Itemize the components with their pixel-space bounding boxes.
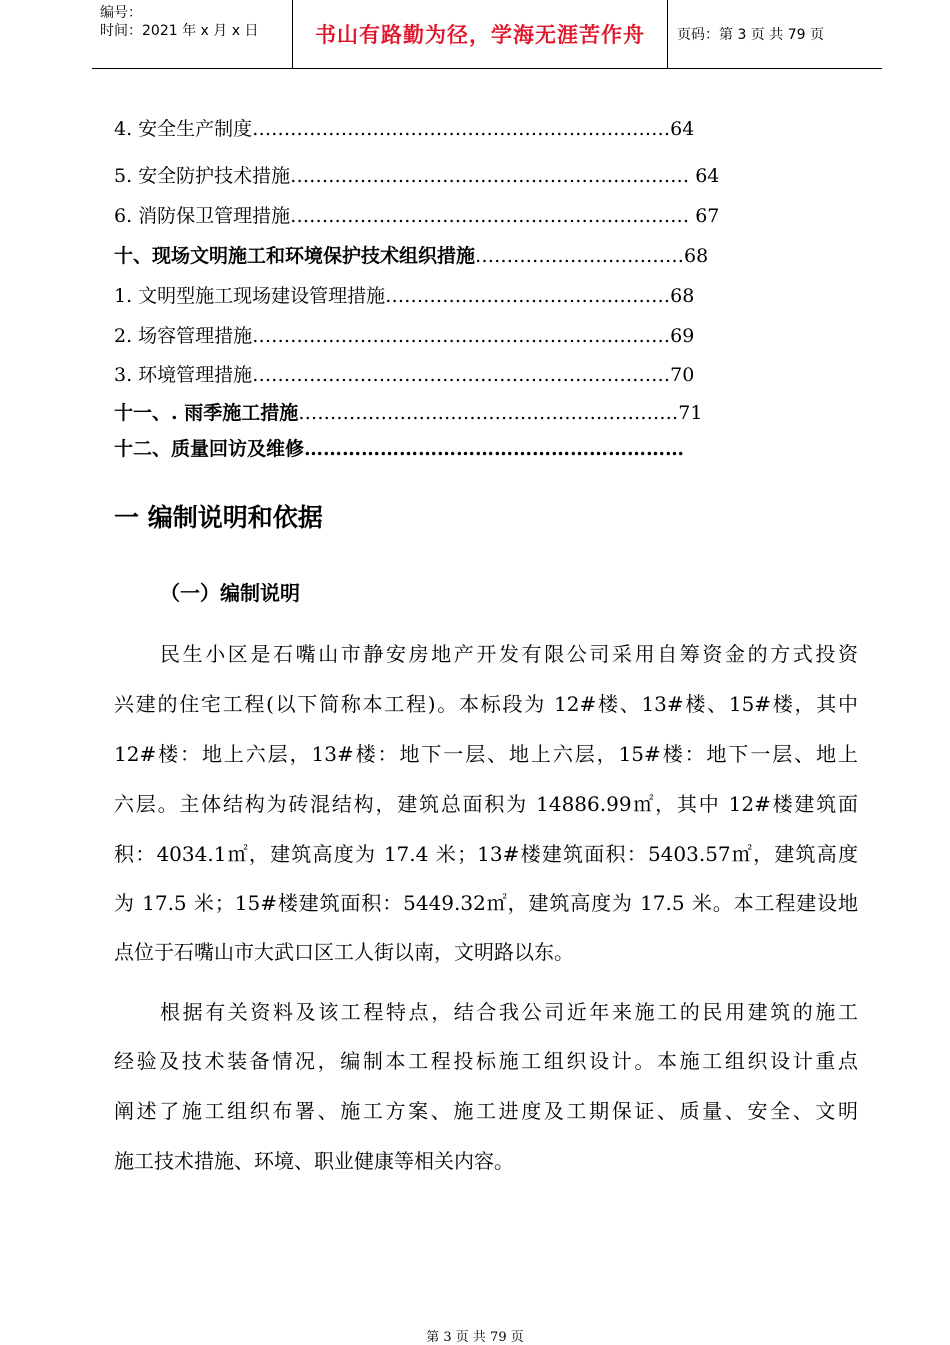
toc-entry-page: 69 xyxy=(670,325,695,347)
toc-entry-page: 68 xyxy=(684,245,709,267)
toc-entry-page: 67 xyxy=(695,205,720,227)
toc-entry-title: 十二、质量回访及维修 xyxy=(114,438,305,460)
paragraph-line: 12#楼：地上六层，13#楼：地下一层、地上六层，15#楼：地下一层、地上 xyxy=(114,742,858,766)
paragraph-line: 六层。主体结构为砖混结构，建筑总面积为 14886.99㎡，其中 12#楼建筑面 xyxy=(114,792,858,816)
toc-entry-page: 64 xyxy=(695,165,720,187)
toc-dot-leader: …………………………………………………… xyxy=(298,402,679,424)
paragraph-line: 根据有关资料及该工程特点，结合我公司近年来施工的民用建筑的施工 xyxy=(160,1000,858,1024)
toc-dot-leader: …………………………………………………… xyxy=(304,438,685,460)
toc-dot-leader: ……………………………………………………… xyxy=(290,165,696,187)
toc-entry-page: 71 xyxy=(678,402,703,424)
subsection-title: （一）编制说明 xyxy=(160,581,300,605)
motto: 书山有路勤为径，学海无涯苦作舟 xyxy=(315,23,645,47)
toc-dot-leader: …………………………… xyxy=(475,245,685,267)
toc-entry[interactable] xyxy=(114,201,719,228)
header-meta-cell xyxy=(92,0,292,68)
toc-entry-title: 5. 安全防护技术措施 xyxy=(114,165,291,187)
toc-entry[interactable] xyxy=(114,114,694,141)
section-title: 一 编制说明和依据 xyxy=(114,503,323,532)
toc-entry[interactable] xyxy=(114,161,719,188)
page-header xyxy=(92,0,882,69)
paragraph-line: 施工技术措施、环境、职业健康等相关内容。 xyxy=(114,1149,514,1173)
toc-dot-leader: ………………………………………………………… xyxy=(252,325,671,347)
toc-entry-title: 十、现场文明施工和环境保护技术组织措施 xyxy=(114,245,476,267)
paragraph-line: 经验及技术装备情况，编制本工程投标施工组织设计。本施工组织设计重点 xyxy=(114,1049,858,1073)
toc-entry[interactable] xyxy=(114,321,694,348)
paragraph-line: 民生小区是石嘴山市静安房地产开发有限公司采用自筹资金的方式投资 xyxy=(160,642,858,666)
header-motto-cell xyxy=(292,0,668,68)
paragraph-line: 积：4034.1㎡，建筑高度为 17.4 米；13#楼建筑面积：5403.57㎡，建筑高度 xyxy=(114,842,858,866)
toc-dot-leader: ……………………………………… xyxy=(385,285,671,307)
toc-dot-leader: ………………………………………………………… xyxy=(252,118,671,140)
toc-entry[interactable] xyxy=(114,360,694,387)
toc-entry-title: 1. 文明型施工现场建设管理措施 xyxy=(114,285,386,307)
paragraph-line: 点位于石嘴山市大武口区工人街以南，文明路以东。 xyxy=(114,940,574,964)
paragraph-line: 阐述了施工组织布署、施工方案、施工进度及工期保证、质量、安全、文明 xyxy=(114,1099,858,1123)
toc-entry[interactable] xyxy=(114,241,708,268)
number-label: 编号： xyxy=(100,5,142,21)
toc-entry-title: 3. 环境管理措施 xyxy=(114,364,253,386)
header-page-cell xyxy=(667,0,882,68)
toc-entry[interactable] xyxy=(114,281,694,308)
toc-entry-title: 6. 消防保卫管理措施 xyxy=(114,205,291,227)
toc-dot-leader: ………………………………………………………… xyxy=(252,364,671,386)
toc-entry-title: 4. 安全生产制度 xyxy=(114,118,253,140)
page-footer: 第 3 页 共 79 页 xyxy=(426,1330,524,1345)
paragraph-line: 兴建的住宅工程(以下简称本工程)。本标段为 12#楼、13#楼、15#楼，其中 xyxy=(114,692,858,716)
toc-entry-title: 十一、. 雨季施工措施 xyxy=(114,402,299,424)
time-label: 时间：2021 年 x 月 x 日 xyxy=(100,23,259,39)
toc-entry[interactable] xyxy=(114,398,702,425)
toc-entry-page: 64 xyxy=(670,118,695,140)
toc-entry-title: 2. 场容管理措施 xyxy=(114,325,253,347)
paragraph-line: 为 17.5 米；15#楼建筑面积：5449.32㎡，建筑高度为 17.5 米。本工程建设地 xyxy=(114,891,858,915)
toc-dot-leader: ……………………………………………………… xyxy=(290,205,696,227)
toc-entry[interactable] xyxy=(114,434,684,461)
toc-entry-page: 70 xyxy=(670,364,695,386)
toc-entry-page: 68 xyxy=(670,285,695,307)
page-info: 页码：第 3 页 共 79 页 xyxy=(677,27,824,43)
